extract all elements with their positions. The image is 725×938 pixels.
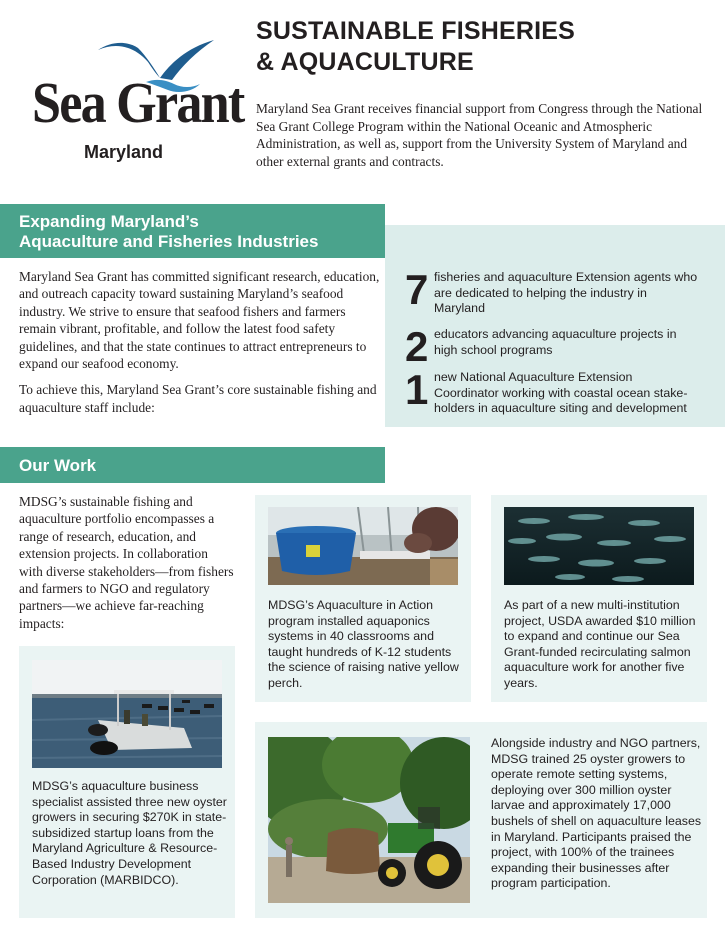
sea-grant-logo — [28, 38, 244, 168]
tractor-photo — [268, 737, 470, 903]
expanding-paragraph-1: Maryland Sea Grant has committed significant research, education, and outreach capacity toward sustaining Maryland’s seafood industry. We strive to ensure that seafood fishers and farmers remain vibrant, profitable, and follow the latest food safety guidelines, and that the state continues to attract entrepreneurs to expand our seafood economy. — [19, 269, 380, 372]
expanding-paragraph-2: To achieve this, Maryland Sea Grant’s core sustainable fishing and aquaculture staff include: — [19, 382, 377, 415]
oyster-boat-photo — [32, 660, 222, 768]
aquaponics-card — [255, 495, 471, 702]
salmon-card-text: As part of a new multi-institution project, USDA awarded $10 million to expand and continue our Sea Grant-funded recirculating salmon aquaculture work for another five years. — [504, 598, 696, 690]
salmon-photo — [504, 507, 694, 585]
page-title — [256, 16, 575, 78]
page-title-line-2: & AQUACULTURE — [256, 48, 474, 76]
stat-text: educators advancing aquaculture projects in high school programs — [434, 327, 677, 357]
expanding-heading-line-2: Aquaculture and Fisheries Industries — [19, 232, 319, 251]
oyster-setting-card-text: Alongside industry and NGO partners, MDSG trained 25 oyster growers to operate remote setting systems, deploying over 300 million oyster larvae and approximately 17,000 bushels of shell on aquaculture leases in Maryland. Participants praised the project, with 100% of the trainees expanding their businesses after program participation. — [491, 736, 702, 891]
stat-item — [405, 266, 698, 317]
stat-item — [405, 323, 698, 370]
our-work-intro: MDSG’s sustainable fishing and aquaculture portfolio encompasses a range of research, education, and extension projects. In collaboration with diverse stakeholders—from fishers and farmers to NGO and regulatory partners—we achieve far-reaching impacts: — [19, 494, 234, 631]
expanding-section-heading — [0, 204, 385, 258]
stat-text: fisheries and aquaculture Extension agents who are dedicated to helping the industry in Maryland — [434, 270, 698, 315]
aquaponics-photo — [268, 507, 458, 585]
stat-number: 1 — [405, 366, 429, 413]
aquaponics-card-text: MDSG’s Aquaculture in Action program installed aquaponics systems in 40 classrooms and taught hundreds of K-12 students the science of raising native yellow perch. — [268, 598, 459, 690]
page-title-line-1: SUSTAINABLE FISHERIES — [256, 17, 576, 45]
logo-state-name: Maryland — [84, 142, 164, 162]
oyster-loans-card — [19, 646, 235, 918]
oyster-loans-card-text: MDSG’s aquaculture business specialist assisted three new oyster growers in securing $270K in state-subsidized startup loans from the Maryland Agriculture & Resource-Based Industry Development Corporation (MARBIDCO). — [32, 779, 227, 887]
stat-text: new National Aquaculture Extension Coordinator working with coastal ocean stake-holders in aquaculture siting and development — [434, 370, 688, 415]
logo-wordmark: Sea Grant — [32, 70, 244, 135]
stat-item — [405, 366, 698, 417]
intro-paragraph: Maryland Sea Grant receives financial support from Congress through the National Sea Grant College Program within the National Oceanic and Atmospheric Administration, as well as, support from the University System of Maryland and other external grants and contracts. — [256, 101, 703, 169]
expanding-heading-line-1: Expanding Maryland’s — [19, 212, 199, 231]
stat-number: 7 — [405, 266, 429, 313]
salmon-card — [491, 495, 707, 702]
stat-number: 2 — [405, 323, 429, 370]
expanding-section-body — [19, 268, 383, 416]
our-work-heading: Our Work — [0, 447, 385, 483]
oyster-setting-card — [255, 722, 707, 918]
